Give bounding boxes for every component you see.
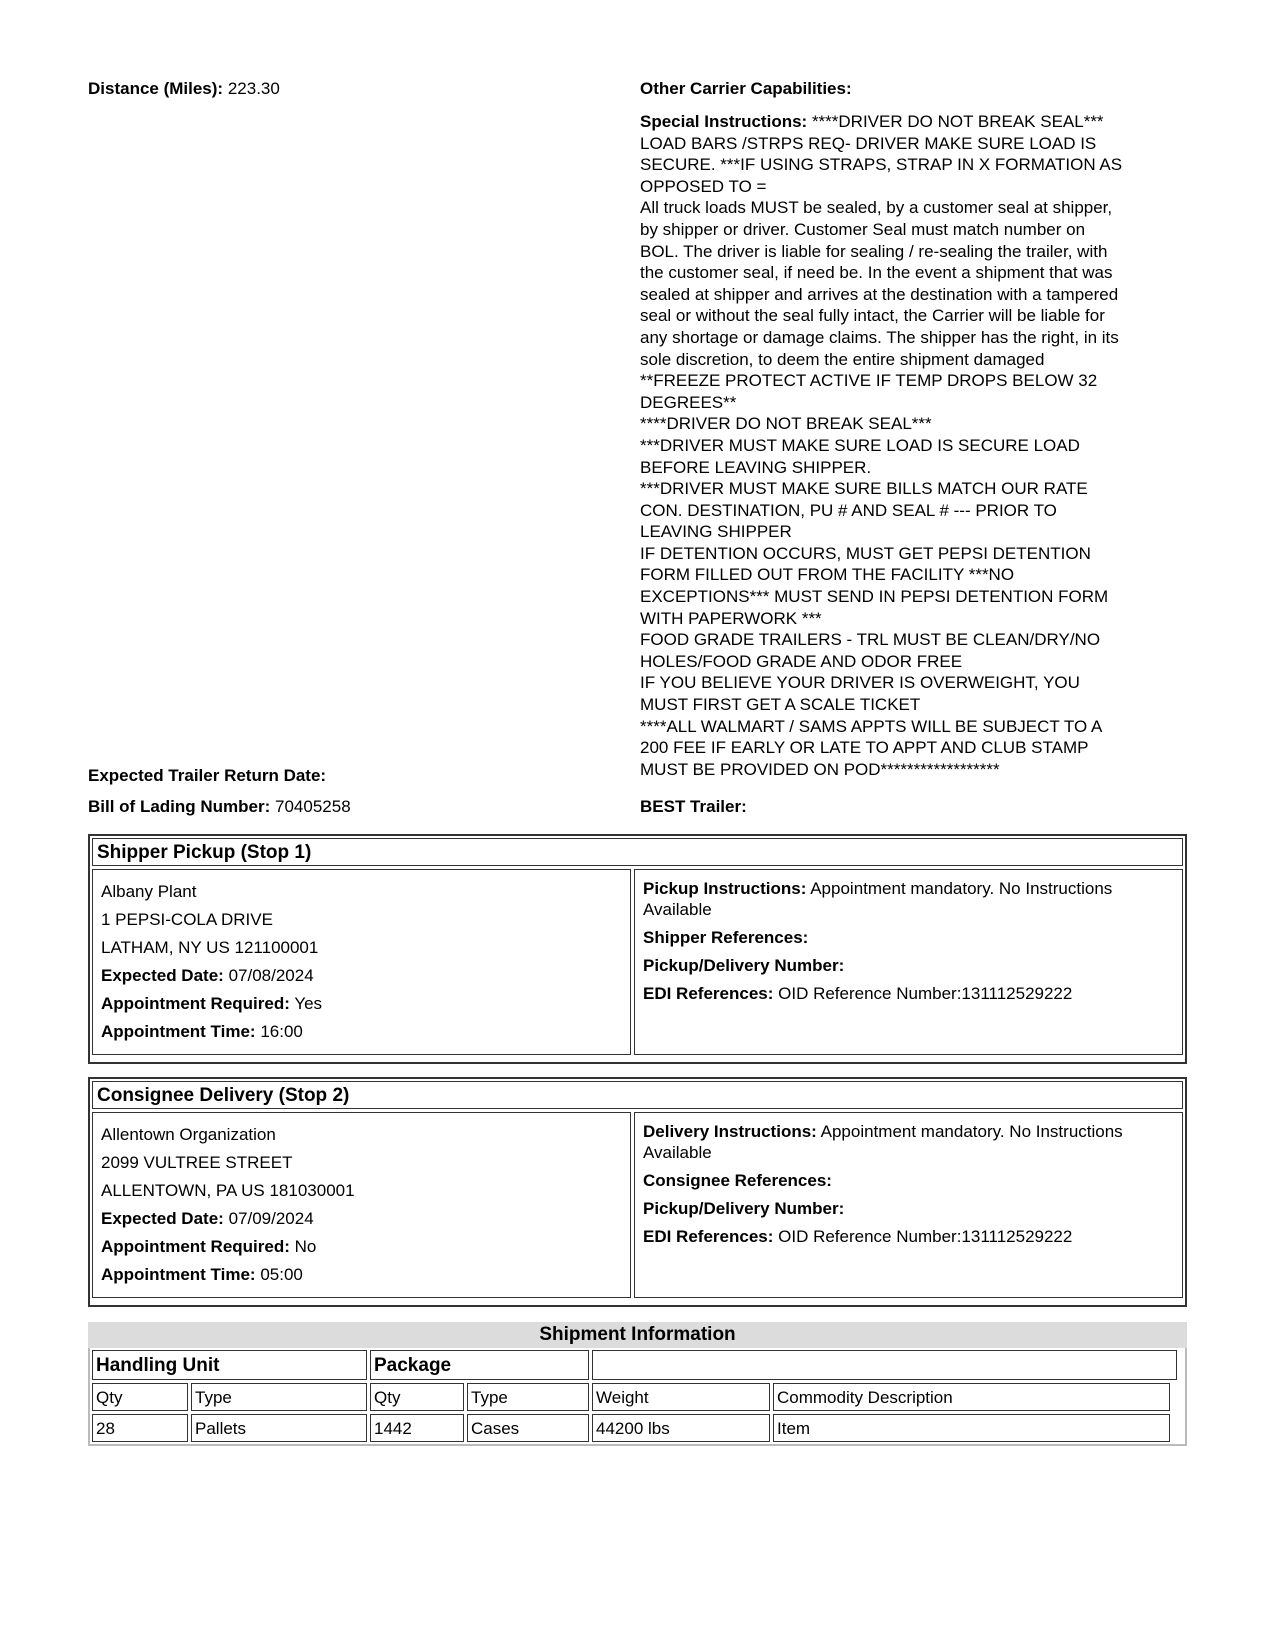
consignee-delivery-title: Consignee Delivery (Stop 2) [92, 1081, 1183, 1109]
column-header-qty: Qty [92, 1383, 188, 1411]
special-instructions-line: 200 FEE IF EARLY OR LATE TO APPT AND CLUB STAMP [640, 738, 1089, 758]
bill-of-lading-number: 70405258 [275, 797, 351, 816]
best-trailer-label: BEST Trailer: [640, 797, 747, 816]
special-instructions-line: ****ALL WALMART / SAMS APPTS WILL BE SUBJECT TO A [640, 716, 1103, 736]
package-type-cell: Cases [467, 1414, 589, 1442]
consignee-address-line2: ALLENTOWN, PA US 181030001 [101, 1181, 355, 1200]
package-header: Package [370, 1350, 589, 1380]
consignee-appointment-required: Appointment Required: No [101, 1237, 317, 1256]
handling-unit-qty-cell: 28 [92, 1414, 188, 1442]
table-row [92, 1414, 1183, 1442]
special-instructions-line: CON. DESTINATION, PU # AND SEAL # --- PRIOR TO [640, 500, 1057, 520]
shipper-pickup-delivery-number: Pickup/Delivery Number: [643, 956, 845, 975]
special-instructions-line: seal or without the seal fully intact, the Carrier will be liable for [640, 306, 1105, 326]
other-carrier-capabilities-label: Other Carrier Capabilities: [640, 79, 852, 98]
distance-value: 223.30 [227, 79, 280, 98]
special-instructions-line: IF YOU BELIEVE YOUR DRIVER IS OVERWEIGHT, YOU [640, 673, 1080, 693]
special-instructions [640, 111, 1180, 780]
special-instructions-line: **FREEZE PROTECT ACTIVE IF TEMP DROPS BELOW 32 [640, 371, 1098, 391]
consignee-address-cell [92, 1112, 631, 1298]
trailer-return-date-label: Expected Trailer Return Date: [88, 766, 327, 785]
consignee-appointment-time: Appointment Time: 05:00 [101, 1265, 303, 1284]
shipper-address-line2: LATHAM, NY US 121100001 [101, 938, 319, 957]
commodity-cell: Item [773, 1414, 1170, 1442]
special-instructions-line: LOAD BARS /STRPS REQ- DRIVER MAKE SURE LOAD IS [640, 133, 1097, 153]
special-instructions-line: sealed at shipper and arrives at the destination with a tampered [640, 284, 1119, 304]
special-instructions-line: All truck loads MUST be sealed, by a customer seal at shipper, [640, 198, 1113, 218]
column-header-type: Type [191, 1383, 367, 1411]
shipper-instructions-cell [634, 869, 1183, 1055]
special-instructions-line: OPPOSED TO = [640, 176, 767, 196]
other-carrier-capabilities [640, 78, 852, 99]
column-header-type: Type [467, 1383, 589, 1411]
column-header-qty: Qty [370, 1383, 464, 1411]
table-column-header-row [92, 1383, 1183, 1411]
special-instructions-line: BEFORE LEAVING SHIPPER. [640, 457, 872, 477]
best-trailer [640, 796, 747, 817]
shipper-references: Shipper References: [643, 928, 809, 947]
delivery-instructions-cont: Available [643, 1143, 712, 1162]
empty-group-header [592, 1350, 1177, 1380]
special-instructions-line: WITH PAPERWORK *** [640, 608, 822, 628]
shipper-pickup-title: Shipper Pickup (Stop 1) [92, 838, 1183, 866]
shipper-pickup-section [88, 834, 1187, 1064]
shipper-appointment-required: Appointment Required: Yes [101, 994, 323, 1013]
special-instructions-line: IF DETENTION OCCURS, MUST GET PEPSI DETENTION [640, 543, 1091, 563]
consignee-references: Consignee References: [643, 1171, 832, 1190]
pickup-instructions-cont: Available [643, 900, 712, 919]
shipper-appointment-time: Appointment Time: 16:00 [101, 1022, 303, 1041]
shipper-address-line1: 1 PEPSI-COLA DRIVE [101, 910, 273, 929]
handling-unit-type-cell: Pallets [191, 1414, 367, 1442]
shipper-expected-date: Expected Date: 07/08/2024 [101, 966, 314, 985]
special-instructions-line: FORM FILLED OUT FROM THE FACILITY ***NO [640, 565, 1015, 585]
special-instructions-line: by shipper or driver. Customer Seal must match number on [640, 219, 1086, 239]
special-instructions-line: MUST FIRST GET A SCALE TICKET [640, 695, 921, 715]
special-instructions-line: EXCEPTIONS*** MUST SEND IN PEPSI DETENTION FORM [640, 587, 1109, 607]
handling-unit-header: Handling Unit [92, 1350, 367, 1380]
consignee-address-line1: 2099 VULTREE STREET [101, 1153, 293, 1172]
special-instructions-line: ***DRIVER MUST MAKE SURE BILLS MATCH OUR RATE [640, 479, 1088, 499]
shipper-edi-references: EDI References: OID Reference Number:131112529222 [643, 984, 1073, 1003]
special-instructions-line: DEGREES** [640, 392, 737, 412]
trailer-return-date [88, 765, 326, 786]
bill-of-lading-label: Bill of Lading Number: [88, 797, 271, 816]
package-qty-cell: 1442 [370, 1414, 464, 1442]
special-instructions-line: ***DRIVER MUST MAKE SURE LOAD IS SECURE LOAD [640, 435, 1080, 455]
distance-label: Distance (Miles): [88, 79, 224, 98]
shipment-information-title: Shipment Information [88, 1322, 1187, 1348]
special-instructions-line: any shortage or damage claims. The shipper has the right, in its [640, 327, 1119, 347]
pickup-instructions: Pickup Instructions: Appointment mandatory. No Instructions [643, 879, 1113, 898]
special-instructions-line-0: Special Instructions: ****DRIVER DO NOT BREAK SEAL*** [640, 112, 1104, 131]
special-instructions-line: BOL. The driver is liable for sealing / re-sealing the trailer, with [640, 241, 1108, 261]
consignee-instructions-cell [634, 1112, 1183, 1298]
special-instructions-line: LEAVING SHIPPER [640, 522, 792, 542]
table-group-header-row [92, 1350, 1183, 1380]
weight-cell: 44200 lbs [592, 1414, 770, 1442]
column-header-commodity: Commodity Description [773, 1383, 1170, 1411]
special-instructions-line: the customer seal, if need be. In the event a shipment that was [640, 263, 1113, 283]
bill-of-lading [88, 796, 351, 817]
shipment-table [88, 1348, 1187, 1446]
column-header-weight: Weight [592, 1383, 770, 1411]
special-instructions-line: ****DRIVER DO NOT BREAK SEAL*** [640, 414, 932, 434]
consignee-edi-references: EDI References: OID Reference Number:131112529222 [643, 1227, 1073, 1246]
special-instructions-line: HOLES/FOOD GRADE AND ODOR FREE [640, 651, 963, 671]
special-instructions-label: Special Instructions: [640, 112, 808, 131]
consignee-pickup-delivery-number: Pickup/Delivery Number: [643, 1199, 845, 1218]
consignee-name: Allentown Organization [101, 1125, 276, 1144]
consignee-expected-date: Expected Date: 07/09/2024 [101, 1209, 314, 1228]
delivery-instructions: Delivery Instructions: Appointment mandatory. No Instructions [643, 1122, 1123, 1141]
consignee-delivery-section [88, 1077, 1187, 1307]
special-instructions-line: MUST BE PROVIDED ON POD****************** [640, 759, 1000, 779]
special-instructions-line: FOOD GRADE TRAILERS - TRL MUST BE CLEAN/DRY/NO [640, 630, 1101, 650]
shipper-name: Albany Plant [101, 882, 197, 901]
special-instructions-line: sole discretion, to deem the entire shipment damaged [640, 349, 1045, 369]
distance-field [88, 78, 280, 99]
special-instructions-line: SECURE. ***IF USING STRAPS, STRAP IN X FORMATION AS [640, 155, 1123, 175]
shipper-address-cell [92, 869, 631, 1055]
